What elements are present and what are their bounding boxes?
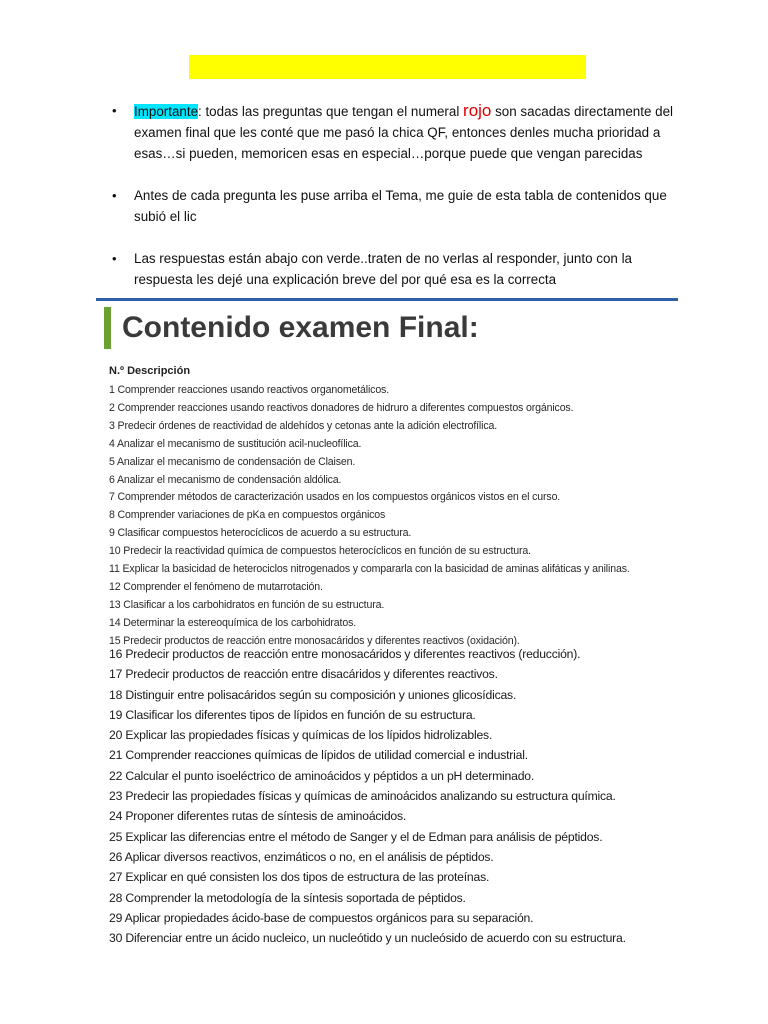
item-number: 21 [109, 748, 123, 763]
content-list-part-1 [109, 382, 678, 651]
item-description: Predecir productos de reacción entre monosacáridos y diferentes reactivos (oxidación). [123, 634, 520, 647]
column-header: N.º Descripción [109, 365, 191, 377]
item-description: Comprender reacciones usando reactivos organometálicos. [117, 384, 390, 396]
item-number: 27 [109, 870, 123, 885]
title-accent-bar [104, 307, 111, 349]
item-number: 10 [109, 545, 121, 558]
item-description: Comprender métodos de caracterización usados en los compuestos orgánicos vistos en el curso. [117, 491, 561, 504]
item-number: 29 [109, 910, 123, 925]
bullet-text: Las respuestas están abajo con verde..traten de no verlas al responder, junto con la respuesta les dejé una explicación breve del por qué esa es la correcta [134, 251, 633, 287]
bullet-text-part: son sacadas directamente del examen final que les conté que me pasó la chica QF, entonces denles mucha prioridad a esas…si pueden, memoricen esas en especial…porque puede que vengan parecidas [134, 104, 674, 161]
item-description: Explicar las propiedades físicas y químicas de los lípidos hidrolizables. [125, 728, 493, 743]
item-number: 13 [109, 598, 121, 611]
item-number: 30 [109, 931, 123, 946]
item-description: Aplicar propiedades ácido-base de compuestos orgánicos para su separación. [124, 910, 534, 925]
item-description: Analizar el mecanismo de sustitución acil-nucleofílica. [116, 437, 362, 450]
item-description: Analizar el mecanismo de condensación de Claisen. [116, 455, 356, 468]
content-item [109, 418, 678, 436]
item-description: Diferenciar entre un ácido nucleico, un nucleótido y un nucleósido de acuerdo con su estructura. [125, 931, 626, 946]
item-number: 26 [109, 849, 123, 864]
content-title: Contenido examen Final: [122, 311, 479, 344]
item-number: 16 [109, 647, 123, 661]
content-item [109, 786, 678, 806]
item-number: 18 [109, 687, 123, 702]
content-item [109, 928, 678, 948]
item-number: 17 [109, 667, 123, 682]
content-item [109, 472, 678, 490]
highlighted-word-importante: Importante [134, 104, 199, 119]
item-number: 19 [109, 707, 123, 722]
content-item [109, 400, 678, 418]
item-description: Proponer diferentes rutas de síntesis de aminoácidos. [125, 809, 407, 824]
item-description: Predecir las propiedades físicas y químicas de aminoácidos analizando su estructura química. [125, 789, 616, 804]
item-description: Analizar el mecanismo de condensación aldólica. [116, 473, 342, 486]
item-description: Comprender el fenómeno de mutarrotación. [123, 580, 323, 593]
item-description: Calcular el punto isoeléctrico de aminoácidos y péptidos a un pH determinado. [125, 768, 535, 783]
item-description: Predecir productos de reacción entre monosacáridos y diferentes reactivos (reducción). [125, 647, 581, 661]
item-description: Clasificar a los carbohidratos en función de su estructura. [123, 598, 385, 611]
item-number: 11 [109, 563, 120, 576]
content-item [109, 597, 678, 615]
item-number: 24 [109, 809, 123, 824]
item-description: Comprender la metodología de la síntesis soportada de péptidos. [125, 890, 466, 905]
item-number: 1 [109, 384, 115, 396]
content-item [109, 806, 678, 826]
item-number: 4 [109, 437, 115, 450]
item-number: 3 [109, 419, 115, 432]
item-description: Explicar la basicidad de heterociclos nitrogenados y compararla con la basicidad de aminas alifáticas y anilinas. [122, 563, 630, 576]
item-number: 5 [109, 455, 115, 468]
bullet-item-important [112, 100, 682, 164]
item-number: 15 [109, 634, 121, 647]
bullet-dot: • [112, 103, 117, 118]
item-description: Predecir la reactividad química de compuestos heterocíclicos en función de su estructura. [123, 545, 531, 558]
item-number: 25 [109, 829, 123, 844]
content-item [109, 908, 678, 928]
content-item [109, 664, 678, 684]
item-description: Clasificar los diferentes tipos de lípidos en función de su estructura. [125, 707, 476, 722]
bullet-dot: • [112, 251, 117, 266]
content-item [109, 579, 678, 597]
item-number: 8 [109, 509, 115, 522]
bullet-text: Antes de cada pregunta les puse arriba el Tema, me guie de esta tabla de contenidos que subió el lic [134, 188, 667, 224]
content-tab-decoration [114, 298, 162, 300]
item-description: Clasificar compuestos heterocíclicos de acuerdo a su estructura. [117, 527, 412, 540]
item-description: Distinguir entre polisacáridos según su composición y uniones glicosídicas. [125, 687, 517, 702]
content-item [109, 745, 678, 765]
content-item [109, 827, 678, 847]
content-item [109, 436, 678, 454]
item-description: Comprender reacciones usando reactivos donadores de hidruro a diferentes compuestos orgánicos. [117, 401, 574, 414]
content-item [109, 685, 678, 705]
content-item [109, 867, 678, 887]
item-number: 6 [109, 473, 115, 486]
item-number: 9 [109, 527, 115, 540]
item-number: 20 [109, 728, 123, 743]
yellow-highlight-bar [189, 55, 586, 79]
bullet-text-part: : todas las preguntas que tengan el numeral [198, 104, 464, 119]
content-item [109, 615, 678, 633]
item-description: Explicar las diferencias entre el método de Sanger y el de Edman para análisis de péptidos. [125, 829, 603, 844]
content-table-image [96, 298, 678, 954]
item-description: Determinar la estereoquímica de los carbohidratos. [123, 616, 357, 629]
content-item [109, 766, 678, 786]
content-item [109, 725, 678, 745]
content-item [109, 507, 678, 525]
item-number: 14 [109, 616, 121, 629]
content-item [109, 489, 678, 507]
item-description: Explicar en qué consisten los dos tipos de estructura de las proteínas. [125, 870, 490, 885]
item-description: Comprender variaciones de pKa en compuestos orgánicos [117, 509, 386, 522]
red-word-rojo: rojo [463, 101, 492, 120]
content-item [109, 543, 678, 561]
item-number: 22 [109, 768, 123, 783]
bullet-item-respuestas [112, 248, 682, 290]
item-description: Predecir productos de reacción entre disacáridos y diferentes reactivos. [125, 667, 498, 682]
bullet-item-tema [112, 185, 682, 227]
content-item [109, 888, 678, 908]
content-item [109, 561, 678, 579]
item-number: 2 [109, 401, 115, 414]
item-number: 12 [109, 580, 121, 593]
content-item [109, 705, 678, 725]
item-description: Predecir órdenes de reactividad de aldehídos y cetonas ante la adición electrofílica. [117, 419, 498, 432]
item-number: 28 [109, 890, 123, 905]
content-item [109, 847, 678, 867]
item-number: 7 [109, 491, 115, 504]
item-description: Comprender reacciones químicas de lípidos de utilidad comercial e industrial. [125, 748, 528, 763]
bullet-list [112, 100, 682, 311]
item-description: Aplicar diversos reactivos, enzimáticos o no, en el análisis de péptidos. [124, 849, 494, 864]
bullet-dot: • [112, 188, 117, 203]
item-number: 23 [109, 789, 123, 804]
content-list-part-2 [109, 644, 678, 948]
content-item [109, 382, 678, 400]
content-item [109, 525, 678, 543]
content-item [109, 644, 678, 664]
content-item [109, 454, 678, 472]
